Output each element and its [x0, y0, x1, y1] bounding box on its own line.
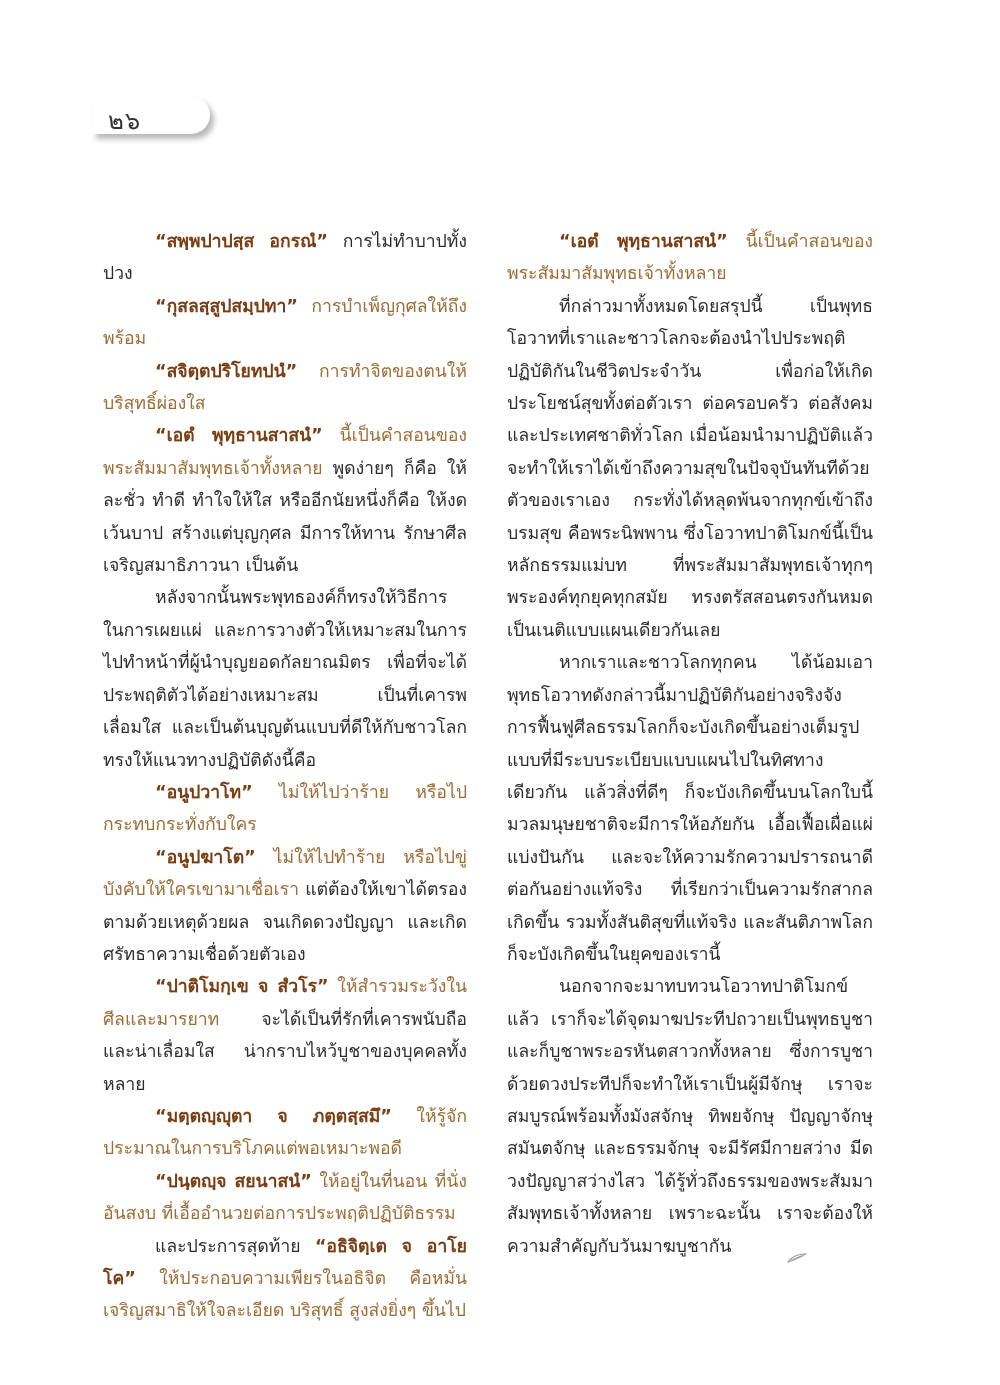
body-text: จะได้เป็นที่รักที่เคารพนับถือ และน่าเลื่อมใส น่ากราบไหว้บูชาของบุคคลทั้งหลาย: [103, 1009, 467, 1095]
translation-text: การบำเพ็ญกุศลให้ถึงพร้อม: [103, 296, 467, 350]
paragraph: [103, 420, 467, 582]
translation-text: ให้รู้จักประมาณในการบริโภคแต่พอเหมาะพอดี: [103, 1106, 467, 1160]
translation-text: ไม่ให้ไปทำร้าย หรือไปขู่บังคับให้ใครเขามาเชื่อเรา: [103, 847, 467, 901]
pali-term: “มตฺตญฺญุตา จ ภตฺตสฺสมึ”: [155, 1106, 392, 1127]
paragraph: [103, 842, 467, 972]
body-text: หากเราและชาวโลกทุกคน ได้น้อมเอาพุทธโอวาทดังกล่าวนี้มาปฏิบัติกันอย่างจริงจัง การฟื้นฟูศีลธรรมโลกก็จะบังเกิดขึ้นอย่างเต็มรูปแบบที่มีระบบระเบียบแบบแผนไปในทิศทางเดียวกัน แล้วสิ่งที่ดีๆ ก็จะบังเกิดขึ้นบนโลกใบนี้ มวลมนุษยชาติจะมีการให้อภัยกัน เอื้อเฟื้อเผื่อแผ่แบ่งปันกัน และจะให้ความรักความปรารถนาดีต่อกันอย่างแท้จริง ที่เรียกว่าเป็นความรักสากลเกิดขึ้น รวมทั้งสันติสุขที่แท้จริง และสันติภาพโลกก็จะบังเกิดขึ้นในยุคของเรานี้: [507, 653, 873, 965]
left-column: [103, 226, 467, 1328]
paragraph: [507, 971, 873, 1263]
body-text: พูดง่ายๆ ก็คือ ให้ละชั่ว ทำดี ทำใจให้ใส หรืออีกนัยหนึ่งก็คือ ให้งดเว้นบาป สร้างแต่บุญกุศล มีการให้ทาน รักษาศีล เจริญสมาธิภาวนา เป็นต้น: [103, 458, 467, 577]
body-text: และประการสุดท้าย: [155, 1236, 315, 1257]
pali-term: “อนูปฆาโต”: [155, 847, 256, 868]
pali-term: “อธิจิตฺเต จ อาโยโค”: [103, 1236, 467, 1289]
paragraph: [507, 647, 873, 971]
paragraph: [507, 291, 873, 647]
translation-text: นี้เป็นคำสอนของพระสัมมาสัมพุทธเจ้าทั้งหลาย: [103, 426, 468, 479]
pali-term: “ปนฺตญฺจ สยนาสนํ”: [155, 1171, 312, 1192]
pali-term: “สพฺพปาปสฺส อกรณํ”: [155, 232, 328, 252]
pali-term: “กุสลสฺสูปสมฺปทา”: [155, 296, 298, 317]
paragraph: [103, 356, 467, 421]
translation-text: ไม่ให้ไปว่าร้าย หรือไปกระทบกระทั่งกับใคร: [103, 782, 467, 836]
paragraph: [103, 1166, 467, 1231]
translation-text: ให้ประกอบความเพียรในอธิจิต คือหมั่นเจริญสมาธิให้ใจละเอียด บริสุทธิ์ สูงส่งยิ่งๆ ขึ้นไป: [103, 1269, 467, 1322]
paragraph: [103, 1231, 467, 1328]
paragraph: [103, 226, 467, 291]
paragraph: [103, 777, 467, 842]
body-text: แต่ต้องให้เขาได้ตรองตามด้วยเหตุด้วยผล จนเกิดดวงปัญญา และเกิดศรัทธาความเชื่อด้วยตัวเอง: [103, 880, 467, 965]
translation-text: นี้เป็นคำสอนของพระสัมมาสัมพุทธเจ้าทั้งหลาย: [507, 232, 874, 285]
translation-text: การทำจิตของตนให้บริสุทธิ์ผ่องใส: [103, 361, 467, 415]
pali-term: “อนูปวาโท”: [155, 782, 253, 803]
pali-term: “ปาติโมกฺเข จ สํวโร”: [155, 977, 329, 998]
translation-text: ให้สำรวมระวังในศีลและมารยาท: [103, 977, 468, 1030]
body-text: หลังจากนั้นพระพุทธองค์ก็ทรงให้วิธีการในการเผยแผ่ และการวางตัวให้เหมาะสมในการไปทำหน้าที่ผู้นำบุญยอดกัลยาณมิตร เพื่อที่จะได้ประพฤติตัวได้อย่างเหมาะสม เป็นที่เคารพเลื่อมใส และเป็นต้นบุญต้นแบบที่ดีให้กับชาวโลก ทรงให้แนวทางปฏิบัติดังนี้คือ: [103, 588, 467, 771]
paragraph: [103, 291, 467, 356]
page-number: ๒๖: [108, 107, 142, 135]
right-column: [507, 226, 873, 1263]
paragraph: [103, 582, 467, 776]
paragraph: [507, 226, 873, 291]
paragraph: [103, 1101, 467, 1166]
pali-term: “เอตํ พุทฺธานสาสนํ”: [559, 232, 728, 252]
translation-text: ให้อยู่ในที่นอน ที่นั่งอันสงบ ที่เอื้ออำนวยต่อการประพฤติปฏิบัติธรรม: [103, 1171, 467, 1225]
body-text: ที่กล่าวมาทั้งหมดโดยสรุปนี้ เป็นพุทธโอวาทที่เราและชาวโลกจะต้องนำไปประพฤติปฏิบัติกันในชีวิตประจำวัน เพื่อก่อให้เกิดประโยชน์สุขทั้งต่อตัวเรา ต่อครอบครัว ต่อสังคม และประเทศชาติทั่วโลก เมื่อน้อมนำมาปฏิบัติแล้วจะทำให้เราได้เข้าถึงความสุขในปัจจุบันทันทีด้วยตัวของเราเอง กระทั่งได้หลุดพ้นจากทุกข์เข้าถึงบรมสุข คือพระนิพพาน ซึ่งโอวาทปาติโมกข์นี้เป็นหลักธรรมแม่บท ที่พระสัมมาสัมพุทธเจ้าทุกๆ พระองค์ทุกยุคทุกสมัย ทรงตรัสสอนตรงกันหมด เป็นเนติแบบแผนเดียวกันเลย: [507, 296, 873, 641]
pali-term: “สจิตฺตปริโยทปนํ”: [155, 361, 298, 382]
paragraph: [103, 971, 467, 1101]
pen-nib-icon: [735, 1242, 755, 1252]
body-text: นอกจากจะมาทบทวนโอวาทปาติโมกข์แล้ว เราก็จะได้จุดมาฆประทีปถวายเป็นพุทธบูชา และก็บูชาพระอรหันตสาวกทั้งหลาย ซึ่งการบูชาด้วยดวงประทีปก็จะทำให้เราเป็นผู้มีจักษุ เราจะสมบูรณ์พร้อมทั้งมังสจักษุ ทิพยจักษุ ปัญญาจักษุ สมันตจักษุ และธรรมจักษุ จะมีรัศมีกายสว่าง มีดวงปัญญาสว่างไสว ได้รู้ทั่วถึงธรรมของพระสัมมาสัมพุทธเจ้าทั้งหลาย เพราะฉะนั้น เราจะต้องให้ความสำคัญกับวันมาฆบูชากัน: [507, 977, 873, 1257]
body-text: การไม่ทำบาปทั้งปวง: [103, 232, 467, 285]
pali-term: “เอตํ พุทฺธานสาสนํ”: [155, 426, 323, 447]
